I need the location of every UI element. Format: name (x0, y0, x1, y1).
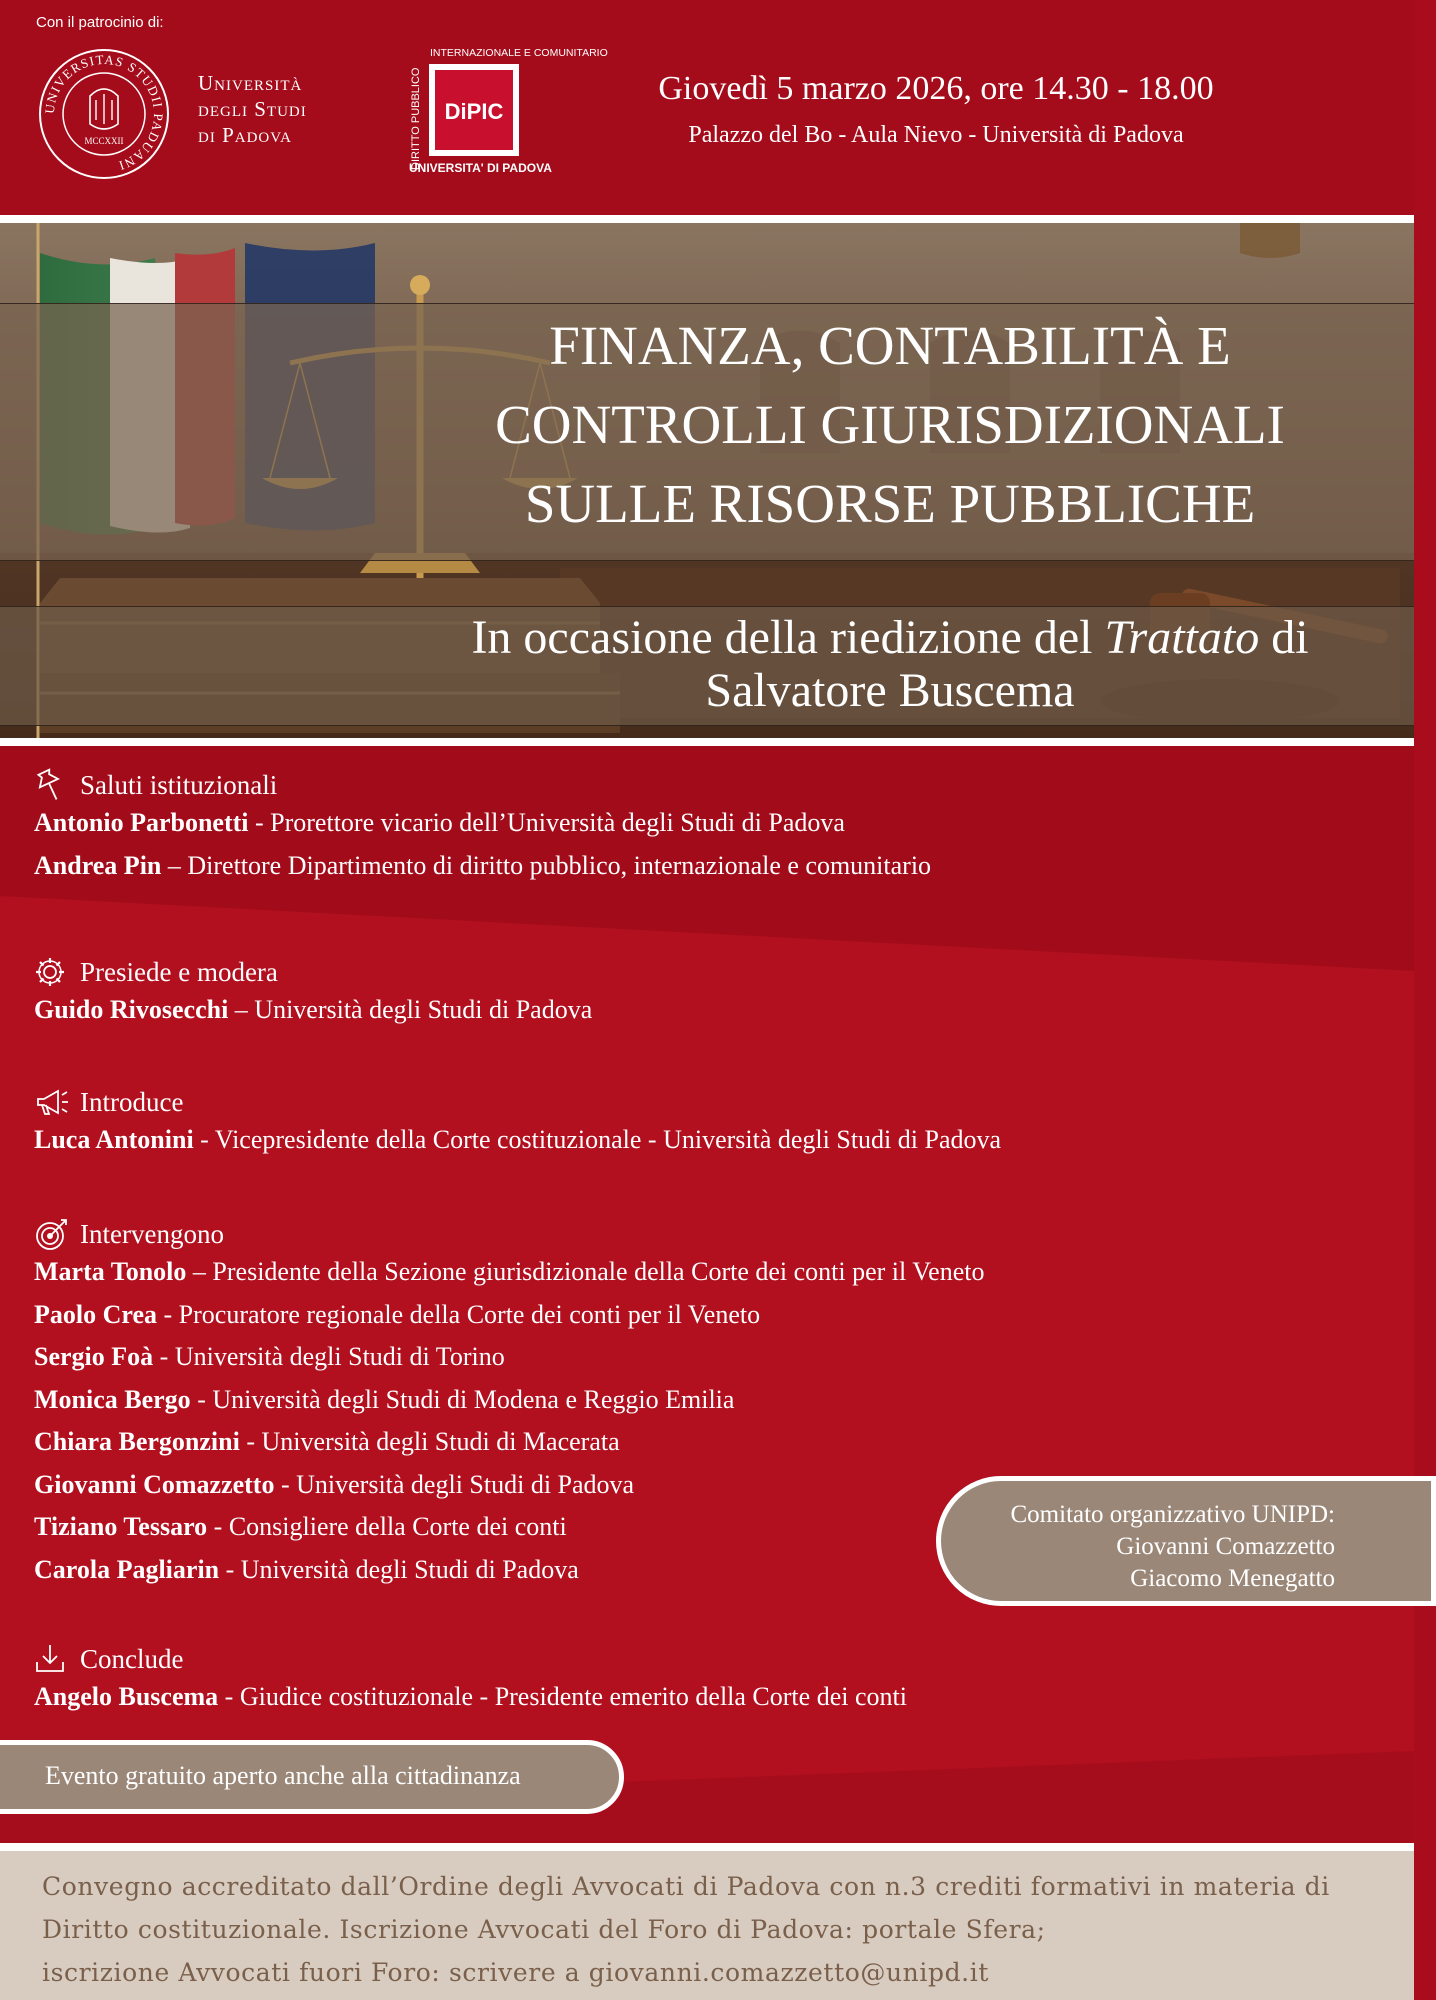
speaker-row (34, 1379, 985, 1422)
gear-icon (34, 955, 70, 989)
subtitle-italic-text: Trattato (1104, 611, 1260, 664)
speaker-name: Giovanni Comazzetto (34, 1469, 275, 1499)
speaker-role: – Università degli Studi di Padova (228, 995, 593, 1024)
speaker-role: - Prorettore vicario dell’Università degli Studi di Padova (248, 808, 845, 837)
section-conclude (34, 1642, 907, 1719)
speaker-role: - Vicepresidente della Corte costituzionale - Università degli Studi di Padova (193, 1125, 1002, 1154)
speaker-row (34, 1421, 985, 1464)
event-title (420, 306, 1360, 543)
footer-line: Convegno accreditato dall’Ordine degli Avvocati di Padova con n.3 crediti formativi in materia di (42, 1872, 1330, 1901)
event-venue: Palazzo del Bo - Aula Nievo - Università di Padova (688, 122, 1184, 148)
speaker-role: – Direttore Dipartimento di diritto pubblico, internazionale e comunitario (161, 850, 932, 880)
speaker-row (34, 1294, 985, 1337)
divider (0, 738, 1414, 746)
speaker-name: Luca Antonini (34, 1125, 194, 1154)
section-label: Saluti istituzionali (80, 769, 278, 800)
speaker-name: Angelo Buscema (34, 1682, 219, 1711)
speaker-role: - Università degli Studi di Torino (153, 1342, 505, 1371)
speaker-row (34, 1119, 1001, 1162)
target-icon (34, 1217, 70, 1251)
section-saluti (34, 768, 931, 887)
university-name (198, 70, 307, 148)
event-title-line: CONTROLLI GIURISDIZIONALI (495, 394, 1285, 455)
divider (0, 215, 1414, 223)
divider (0, 1843, 1414, 1851)
speaker-row (34, 989, 592, 1032)
footer-line: Diritto costituzionale. Iscrizione Avvocati del Foro di Padova: portale Sfera; (42, 1915, 1046, 1944)
speaker-role: - Università degli Studi di Padova (274, 1469, 635, 1499)
speaker-name: Sergio Foà (34, 1342, 154, 1371)
section-label: Intervengono (80, 1218, 224, 1249)
megaphone-icon (34, 1085, 70, 1119)
section-label: Introduce (80, 1086, 184, 1117)
section-label: Conclude (80, 1643, 184, 1674)
speaker-name: Andrea Pin (34, 850, 162, 880)
university-name-line: degli Studi (198, 97, 307, 121)
section-presiede (34, 955, 592, 1032)
speaker-name: Tiziano Tessaro (34, 1512, 208, 1541)
section-intervengono (34, 1217, 985, 1591)
event-date: Giovedì 5 marzo 2026, ore 14.30 - 18.00 (658, 70, 1214, 107)
speaker-row (34, 1676, 907, 1719)
organizing-committee-box (936, 1476, 1436, 1606)
program-section (0, 746, 1414, 1843)
dipic-top-text: INTERNAZIONALE E COMUNITARIO (430, 47, 608, 59)
hero-banner (0, 223, 1414, 738)
footer-line: iscrizione Avvocati fuori Foro: scrivere a giovanni.comazzetto@unipd.it (42, 1958, 989, 1987)
speaker-name: Chiara Bergonzini (34, 1427, 240, 1456)
speaker-name: Guido Rivosecchi (34, 995, 229, 1024)
speaker-row (34, 1506, 985, 1549)
speaker-role: - Procuratore regionale della Corte dei conti per il Veneto (157, 1299, 761, 1329)
seal-year: MCCXXII (84, 136, 124, 146)
speaker-row (34, 845, 931, 888)
committee-title: Comitato organizzativo UNIPD: (1010, 1501, 1335, 1528)
speaker-role: - Università degli Studi di Padova (219, 1554, 579, 1584)
speaker-role: - Università degli Studi di Modena e Reggio Emilia (190, 1384, 735, 1414)
speaker-name: Monica Bergo (34, 1384, 191, 1414)
section-introduce (34, 1085, 1001, 1162)
speaker-row (34, 1336, 985, 1379)
pushpin-icon (34, 768, 70, 802)
free-event-text: Evento gratuito aperto anche alla cittadinanza (45, 1761, 521, 1790)
speaker-role: - Consigliere della Corte dei conti (207, 1512, 567, 1541)
section-label: Presiede e modera (80, 956, 278, 987)
university-name-line: Università (198, 71, 303, 95)
speaker-role: - Giudice costituzionale - Presidente emerito della Corte dei conti (218, 1682, 907, 1711)
dipic-logo (405, 42, 608, 178)
speaker-role: - Università degli Studi di Macerata (239, 1427, 620, 1456)
event-subtitle (380, 611, 1400, 717)
dipic-left-text: DIRITTO PUBBLICO (410, 67, 422, 170)
speaker-name: Carola Pagliarin (34, 1554, 220, 1584)
dipic-bottom-text: UNIVERSITA' DI PADOVA (409, 161, 552, 175)
free-event-badge (0, 1740, 624, 1814)
accreditation-footer (0, 1851, 1414, 2000)
event-title-line: SULLE RISORSE PUBBLICHE (524, 473, 1256, 534)
speaker-row (34, 1251, 985, 1294)
speaker-row (34, 1549, 985, 1592)
subtitle-text: di (1259, 611, 1309, 664)
download-tray-icon (34, 1642, 70, 1676)
speaker-name: Paolo Crea (34, 1299, 157, 1329)
subtitle-line-2: Salvatore Buscema (705, 664, 1075, 717)
university-seal-logo (38, 48, 170, 180)
patronage-label: Con il patrocinio di: (36, 14, 164, 31)
header (0, 0, 1414, 215)
committee-member: Giacomo Menegatto (1130, 1565, 1335, 1592)
committee-member: Giovanni Comazzetto (1116, 1533, 1335, 1560)
dipic-logo-text: DiPIC (444, 99, 504, 124)
speaker-row (34, 802, 931, 845)
subtitle-text: In occasione della riedizione del (471, 611, 1105, 664)
event-title-line: FINANZA, CONTABILITÀ E (549, 315, 1231, 376)
speaker-name: Antonio Parbonetti (34, 808, 249, 837)
speaker-role: – Presidente della Sezione giurisdizionale della Corte dei conti per il Veneto (186, 1257, 985, 1286)
seal-text: UNIVERSITAS STUDII PADUANI (41, 51, 167, 174)
speaker-row (34, 1464, 985, 1507)
university-name-line: di Padova (198, 123, 292, 147)
speaker-name: Marta Tonolo (34, 1257, 187, 1286)
